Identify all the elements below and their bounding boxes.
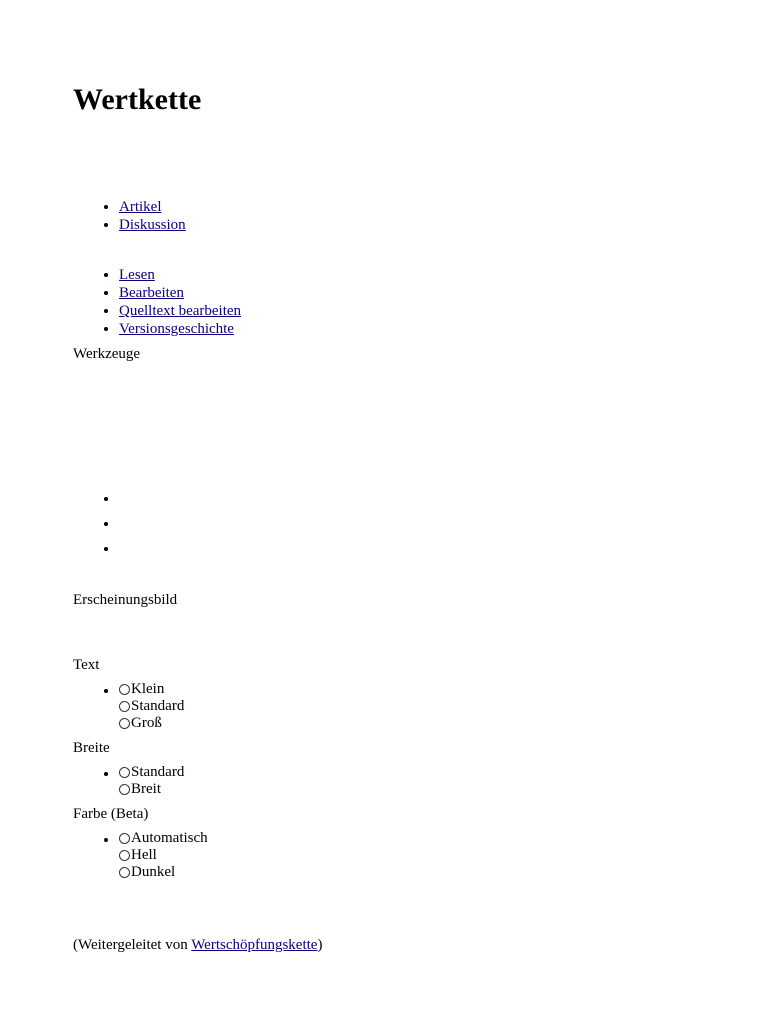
tab-artikel xyxy=(119,198,186,216)
radio-option-automatisch[interactable] xyxy=(119,830,208,847)
tab-lesen-link[interactable]: Lesen xyxy=(119,267,155,283)
width-options xyxy=(73,764,184,798)
radio-label: Hell xyxy=(131,847,157,863)
appearance-heading: Erscheinungsbild xyxy=(73,592,178,608)
tab-bearbeiten-link[interactable]: Bearbeiten xyxy=(119,285,184,301)
radio-circle-icon[interactable] xyxy=(119,718,130,729)
radio-option-standard[interactable] xyxy=(119,698,184,715)
redirect-suffix: ) xyxy=(317,937,323,953)
width-label: Breite xyxy=(73,740,110,756)
radio-label: Breit xyxy=(131,781,161,797)
tab-quelltext-bearbeiten-link[interactable]: Quelltext bearbeiten xyxy=(119,303,242,319)
radio-circle-icon[interactable] xyxy=(119,684,130,695)
text-size-label: Text xyxy=(73,657,100,673)
radio-group xyxy=(119,681,184,732)
tab-diskussion xyxy=(119,216,186,234)
view-tabs xyxy=(73,266,241,338)
namespace-tabs xyxy=(73,198,186,234)
empty-list xyxy=(73,487,119,562)
radio-label: Standard xyxy=(131,698,185,714)
radio-option-hell[interactable] xyxy=(119,847,208,864)
color-label: Farbe (Beta) xyxy=(73,806,149,822)
radio-label: Groß xyxy=(131,715,162,731)
tab-versionsgeschichte xyxy=(119,320,241,338)
radio-label: • Automatisch xyxy=(131,830,208,846)
radio-circle-icon[interactable] xyxy=(119,833,130,844)
radio-label: Dunkel xyxy=(131,864,176,880)
color-options xyxy=(73,830,208,881)
tools-menu-label[interactable]: Werkzeuge xyxy=(73,346,141,362)
radio-option-breit[interactable] xyxy=(119,781,184,798)
tab-diskussion-link[interactable]: Diskussion xyxy=(119,217,186,233)
radio-group xyxy=(119,830,208,881)
radio-option-klein[interactable] xyxy=(119,681,184,698)
radio-circle-icon[interactable] xyxy=(119,784,130,795)
tab-versionsgeschichte-link[interactable]: Versionsgeschichte xyxy=(119,321,234,337)
radio-group xyxy=(119,764,184,798)
radio-circle-icon[interactable] xyxy=(119,867,130,878)
tab-artikel-link[interactable]: Artikel xyxy=(119,199,162,215)
radio-option-standard[interactable] xyxy=(119,764,184,781)
radio-circle-icon[interactable] xyxy=(119,850,130,861)
redirect-prefix: (Weitergeleitet von xyxy=(73,937,192,953)
redirect-notice xyxy=(73,936,322,954)
page-title: Wertkette xyxy=(73,83,202,116)
redirect-source-link[interactable]: Wertschöpfungskette xyxy=(191,937,318,953)
radio-option-gross[interactable] xyxy=(119,715,184,732)
tab-lesen xyxy=(119,266,241,284)
tab-bearbeiten xyxy=(119,284,241,302)
radio-label: • Standard xyxy=(131,764,185,780)
radio-circle-icon[interactable] xyxy=(119,701,130,712)
text-size-options xyxy=(73,681,184,732)
radio-circle-icon[interactable] xyxy=(119,767,130,778)
radio-option-dunkel[interactable] xyxy=(119,864,208,881)
tab-quelltext-bearbeiten xyxy=(119,302,241,320)
radio-label: • Klein xyxy=(131,681,165,697)
